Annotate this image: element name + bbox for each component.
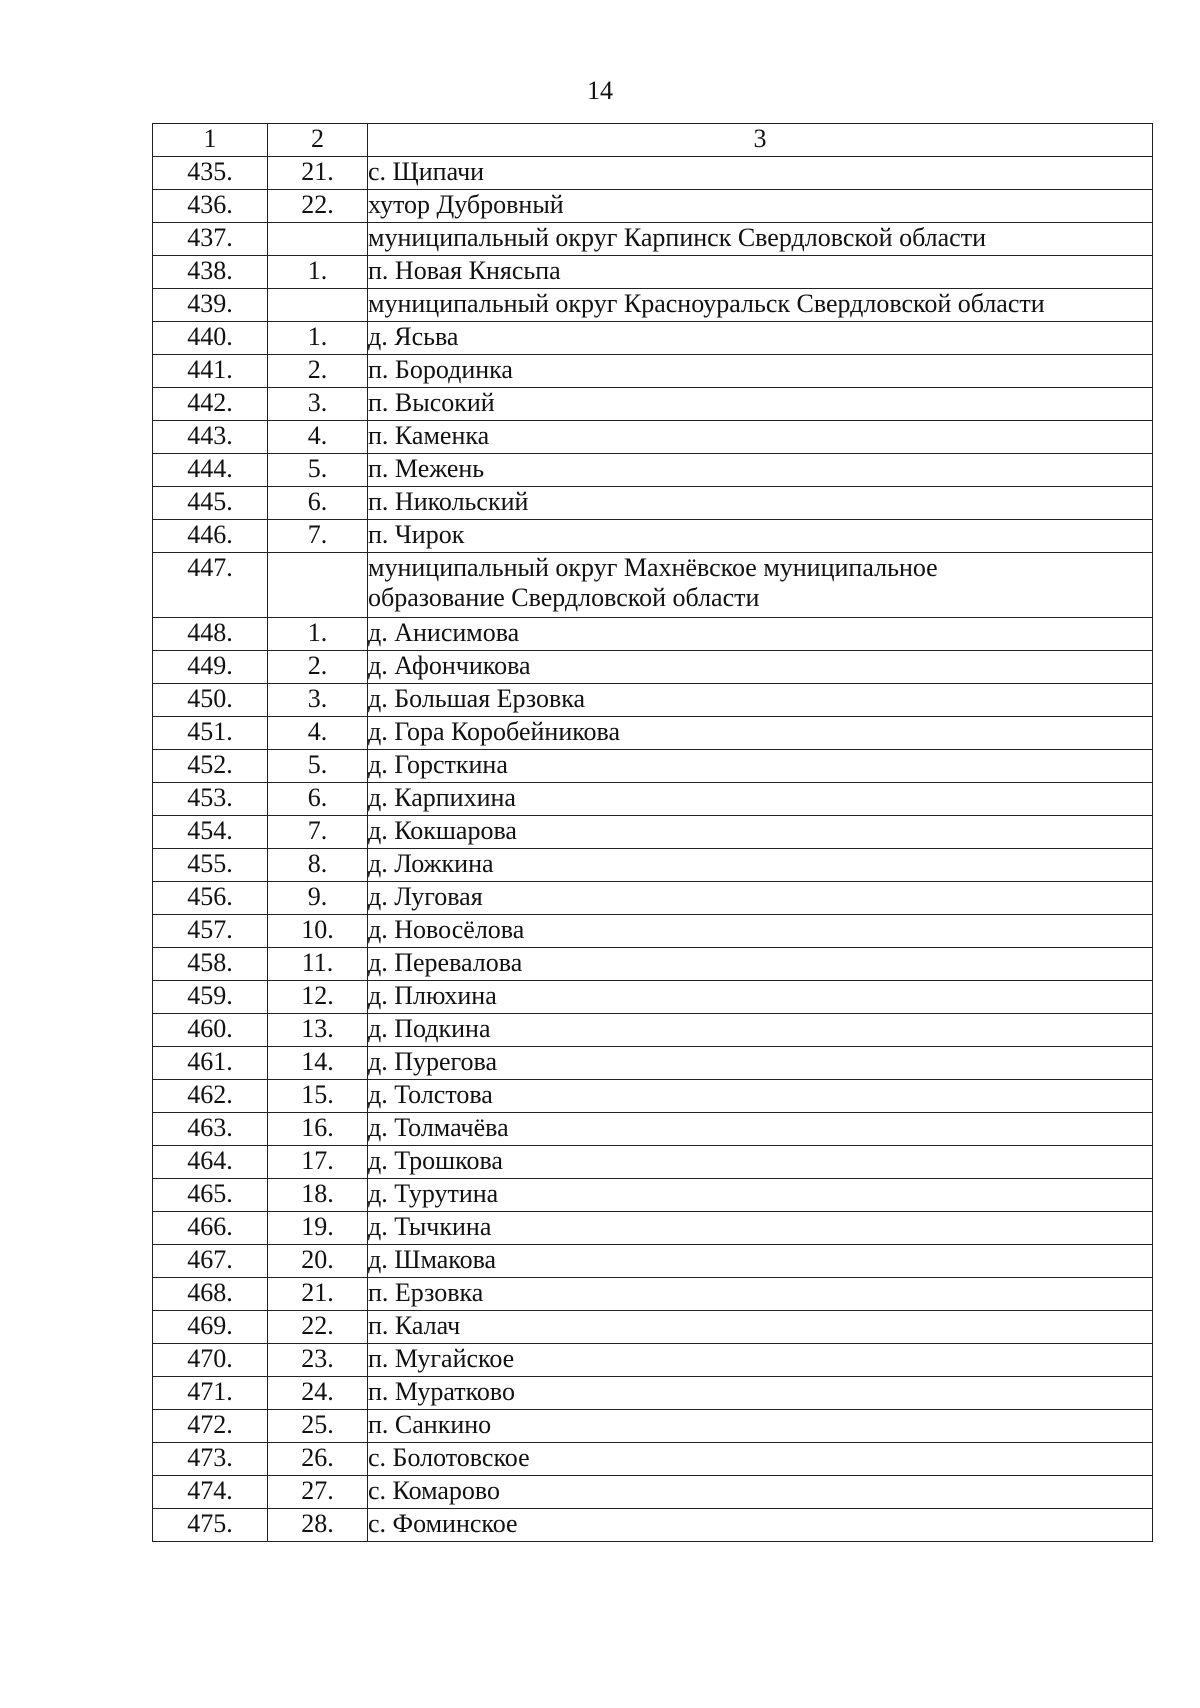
row-number-cell: 474. <box>153 1476 268 1509</box>
table-body <box>153 124 1153 1542</box>
settlement-name: п. Каменка <box>368 421 490 450</box>
column-header-1: 1 <box>153 124 268 157</box>
settlement-name-cell <box>368 487 1153 520</box>
sub-number-cell: 4. <box>268 717 368 750</box>
table-row <box>153 1080 1153 1113</box>
table-row <box>153 322 1153 355</box>
sub-number-cell: 11. <box>268 948 368 981</box>
row-number-cell: 440. <box>153 322 268 355</box>
sub-number-cell: 16. <box>268 1113 368 1146</box>
settlement-name: д. Луговая <box>368 882 483 911</box>
row-number-cell: 471. <box>153 1377 268 1410</box>
row-number-cell: 448. <box>153 618 268 651</box>
table-row <box>153 289 1153 322</box>
row-number-cell: 464. <box>153 1146 268 1179</box>
settlement-name: п. Мугайское <box>368 1344 515 1373</box>
row-number-cell: 451. <box>153 717 268 750</box>
sub-number-cell: 4. <box>268 421 368 454</box>
settlements-table <box>152 123 1153 1542</box>
settlement-name: д. Тычкина <box>368 1212 492 1241</box>
sub-number-cell: 27. <box>268 1476 368 1509</box>
sub-number-cell <box>268 289 368 322</box>
sub-number-cell: 14. <box>268 1047 368 1080</box>
row-number-cell: 456. <box>153 882 268 915</box>
settlement-name-cell <box>368 1113 1153 1146</box>
settlement-name: п. Чирок <box>368 520 465 549</box>
row-number-cell: 457. <box>153 915 268 948</box>
settlement-name-cell <box>368 256 1153 289</box>
row-number-cell: 467. <box>153 1245 268 1278</box>
table-row <box>153 1212 1153 1245</box>
table-row <box>153 618 1153 651</box>
settlement-name: д. Новосёлова <box>368 915 525 944</box>
settlement-name-cell <box>368 1014 1153 1047</box>
row-number-cell: 444. <box>153 454 268 487</box>
settlement-name: д. Толмачёва <box>368 1113 509 1142</box>
table-row <box>153 487 1153 520</box>
sub-number-cell: 12. <box>268 981 368 1014</box>
sub-number-cell: 1. <box>268 618 368 651</box>
table-row <box>153 190 1153 223</box>
row-number-cell: 450. <box>153 684 268 717</box>
sub-number-cell: 8. <box>268 849 368 882</box>
settlement-name: с. Комарово <box>368 1476 501 1505</box>
row-number-cell: 465. <box>153 1179 268 1212</box>
row-number-cell: 445. <box>153 487 268 520</box>
settlement-name-cell <box>368 553 1153 618</box>
settlement-name: п. Бородинка <box>368 355 513 384</box>
settlement-name-cell <box>368 783 1153 816</box>
settlement-name: п. Высокий <box>368 388 495 417</box>
settlement-name: д. Ясьва <box>368 322 459 351</box>
row-number-cell: 435. <box>153 157 268 190</box>
table-row <box>153 915 1153 948</box>
settlement-name-cell <box>368 355 1153 388</box>
sub-number-cell: 28. <box>268 1509 368 1542</box>
row-number-cell: 437. <box>153 223 268 256</box>
row-number-cell: 462. <box>153 1080 268 1113</box>
row-number-cell: 470. <box>153 1344 268 1377</box>
settlement-name: муниципальный округ Карпинск Свердловской области <box>368 223 986 252</box>
table-row <box>153 223 1153 256</box>
row-number-cell: 458. <box>153 948 268 981</box>
sub-number-cell: 7. <box>268 816 368 849</box>
sub-number-cell: 17. <box>268 1146 368 1179</box>
table-row <box>153 421 1153 454</box>
settlement-name-cell <box>368 882 1153 915</box>
row-number-cell: 439. <box>153 289 268 322</box>
settlement-name: д. Плюхина <box>368 981 497 1010</box>
table-row <box>153 1014 1153 1047</box>
table-row <box>153 981 1153 1014</box>
sub-number-cell: 18. <box>268 1179 368 1212</box>
settlement-name-cell <box>368 1410 1153 1443</box>
sub-number-cell: 21. <box>268 157 368 190</box>
settlement-name: с. Болотовское <box>368 1443 530 1472</box>
settlement-name: п. Межень <box>368 454 485 483</box>
row-number-cell: 452. <box>153 750 268 783</box>
sub-number-cell: 1. <box>268 256 368 289</box>
table-row <box>153 1377 1153 1410</box>
table-row <box>153 684 1153 717</box>
row-number-cell: 475. <box>153 1509 268 1542</box>
settlement-name: д. Кокшарова <box>368 816 517 845</box>
row-number-cell: 463. <box>153 1113 268 1146</box>
table-row <box>153 1344 1153 1377</box>
table-row <box>153 1179 1153 1212</box>
settlement-name-cell <box>368 322 1153 355</box>
settlement-name-cell <box>368 849 1153 882</box>
settlement-name-cell <box>368 190 1153 223</box>
sub-number-cell: 22. <box>268 190 368 223</box>
page-number: 14 <box>587 76 613 105</box>
table-header-row <box>153 124 1153 157</box>
sub-number-cell: 1. <box>268 322 368 355</box>
sub-number-cell: 10. <box>268 915 368 948</box>
sub-number-cell: 5. <box>268 454 368 487</box>
settlement-name: муниципальный округ Махнёвское муниципальное <box>368 553 938 582</box>
table-row <box>153 783 1153 816</box>
sub-number-cell <box>268 223 368 256</box>
column-header-3: 3 <box>368 124 1153 157</box>
column-header-2: 2 <box>268 124 368 157</box>
sub-number-cell: 6. <box>268 783 368 816</box>
settlement-name-cell <box>368 684 1153 717</box>
settlement-name: д. Трошкова <box>368 1146 503 1175</box>
table-row <box>153 849 1153 882</box>
table-row <box>153 1146 1153 1179</box>
table-row <box>153 157 1153 190</box>
sub-number-cell: 6. <box>268 487 368 520</box>
sub-number-cell: 2. <box>268 651 368 684</box>
settlement-name-cell <box>368 948 1153 981</box>
row-number-cell: 447. <box>153 553 268 618</box>
table-row <box>153 1047 1153 1080</box>
settlement-name-cell <box>368 520 1153 553</box>
settlement-name-cell <box>368 1278 1153 1311</box>
sub-number-cell: 19. <box>268 1212 368 1245</box>
settlement-name: д. Большая Ерзовка <box>368 684 586 713</box>
settlement-name-continued: образование Свердловской области <box>368 583 760 612</box>
table-row <box>153 1509 1153 1542</box>
table-row <box>153 750 1153 783</box>
settlement-name-cell <box>368 618 1153 651</box>
row-number-cell: 469. <box>153 1311 268 1344</box>
settlement-name-cell <box>368 750 1153 783</box>
settlement-name: п. Новая Княсьпа <box>368 256 561 285</box>
table-row <box>153 256 1153 289</box>
settlement-name-cell <box>368 157 1153 190</box>
settlement-name: д. Турутина <box>368 1179 499 1208</box>
sub-number-cell: 9. <box>268 882 368 915</box>
sub-number-cell: 3. <box>268 388 368 421</box>
settlement-name-cell <box>368 1476 1153 1509</box>
settlement-name-cell <box>368 1047 1153 1080</box>
settlement-name: д. Ложкина <box>368 849 494 878</box>
table-row <box>153 651 1153 684</box>
settlement-name: муниципальный округ Красноуральск Свердловской области <box>368 289 1045 318</box>
settlement-name: п. Муратково <box>368 1377 516 1406</box>
row-number-cell: 466. <box>153 1212 268 1245</box>
settlement-name: с. Щипачи <box>368 157 485 186</box>
row-number-cell: 468. <box>153 1278 268 1311</box>
table-row <box>153 454 1153 487</box>
settlement-name: д. Толстова <box>368 1080 493 1109</box>
settlement-name: д. Афончикова <box>368 651 531 680</box>
table-row <box>153 882 1153 915</box>
sub-number-cell: 25. <box>268 1410 368 1443</box>
settlement-name-cell <box>368 1443 1153 1476</box>
settlement-name: хутор Дубровный <box>368 190 564 219</box>
settlement-name-cell <box>368 421 1153 454</box>
settlement-name-cell <box>368 1377 1153 1410</box>
settlement-name-cell <box>368 981 1153 1014</box>
row-number-cell: 459. <box>153 981 268 1014</box>
sub-number-cell: 21. <box>268 1278 368 1311</box>
row-number-cell: 436. <box>153 190 268 223</box>
settlement-name: п. Санкино <box>368 1410 492 1439</box>
settlement-name: д. Горсткина <box>368 750 508 779</box>
sub-number-cell: 3. <box>268 684 368 717</box>
sub-number-cell: 24. <box>268 1377 368 1410</box>
settlement-name-cell <box>368 1080 1153 1113</box>
row-number-cell: 442. <box>153 388 268 421</box>
table-row <box>153 388 1153 421</box>
settlement-name-cell <box>368 1344 1153 1377</box>
table-row <box>153 1311 1153 1344</box>
settlement-name-cell <box>368 915 1153 948</box>
table-row <box>153 948 1153 981</box>
sub-number-cell <box>268 553 368 618</box>
settlement-name: д. Пурегова <box>368 1047 498 1076</box>
sub-number-cell: 20. <box>268 1245 368 1278</box>
row-number-cell: 472. <box>153 1410 268 1443</box>
table-row <box>153 553 1153 618</box>
settlement-name: д. Анисимова <box>368 618 520 647</box>
row-number-cell: 460. <box>153 1014 268 1047</box>
settlement-name: с. Фоминское <box>368 1509 518 1538</box>
row-number-cell: 473. <box>153 1443 268 1476</box>
settlement-name: д. Перевалова <box>368 948 523 977</box>
table-row <box>153 1443 1153 1476</box>
sub-number-cell: 26. <box>268 1443 368 1476</box>
row-number-cell: 441. <box>153 355 268 388</box>
row-number-cell: 438. <box>153 256 268 289</box>
sub-number-cell: 15. <box>268 1080 368 1113</box>
sub-number-cell: 5. <box>268 750 368 783</box>
settlement-name: п. Калач <box>368 1311 461 1340</box>
settlement-name-cell <box>368 1311 1153 1344</box>
sub-number-cell: 7. <box>268 520 368 553</box>
row-number-cell: 443. <box>153 421 268 454</box>
table-row <box>153 717 1153 750</box>
settlement-name: д. Шмакова <box>368 1245 497 1274</box>
row-number-cell: 461. <box>153 1047 268 1080</box>
settlement-name-cell <box>368 1509 1153 1542</box>
settlement-name: д. Подкина <box>368 1014 491 1043</box>
settlement-name-cell <box>368 651 1153 684</box>
row-number-cell: 455. <box>153 849 268 882</box>
table-row <box>153 355 1153 388</box>
settlement-name-cell <box>368 816 1153 849</box>
table-row <box>153 1278 1153 1311</box>
table-row <box>153 1245 1153 1278</box>
sub-number-cell: 22. <box>268 1311 368 1344</box>
settlement-name-cell <box>368 388 1153 421</box>
table-row <box>153 520 1153 553</box>
table-row <box>153 1410 1153 1443</box>
sub-number-cell: 13. <box>268 1014 368 1047</box>
settlement-name-cell <box>368 1179 1153 1212</box>
settlement-name: д. Гора Коробейникова <box>368 717 621 746</box>
settlement-name: д. Карпихина <box>368 783 516 812</box>
sub-number-cell: 23. <box>268 1344 368 1377</box>
row-number-cell: 449. <box>153 651 268 684</box>
row-number-cell: 453. <box>153 783 268 816</box>
row-number-cell: 446. <box>153 520 268 553</box>
settlement-name-cell <box>368 1245 1153 1278</box>
table-row <box>153 816 1153 849</box>
settlement-name-cell <box>368 454 1153 487</box>
settlement-name: п. Ерзовка <box>368 1278 484 1307</box>
settlement-name-cell <box>368 223 1153 256</box>
settlement-name: п. Никольский <box>368 487 529 516</box>
row-number-cell: 454. <box>153 816 268 849</box>
settlement-name-cell <box>368 289 1153 322</box>
settlement-name-cell <box>368 717 1153 750</box>
settlement-name-cell <box>368 1212 1153 1245</box>
table-row <box>153 1476 1153 1509</box>
sub-number-cell: 2. <box>268 355 368 388</box>
settlement-name-cell <box>368 1146 1153 1179</box>
table-row <box>153 1113 1153 1146</box>
